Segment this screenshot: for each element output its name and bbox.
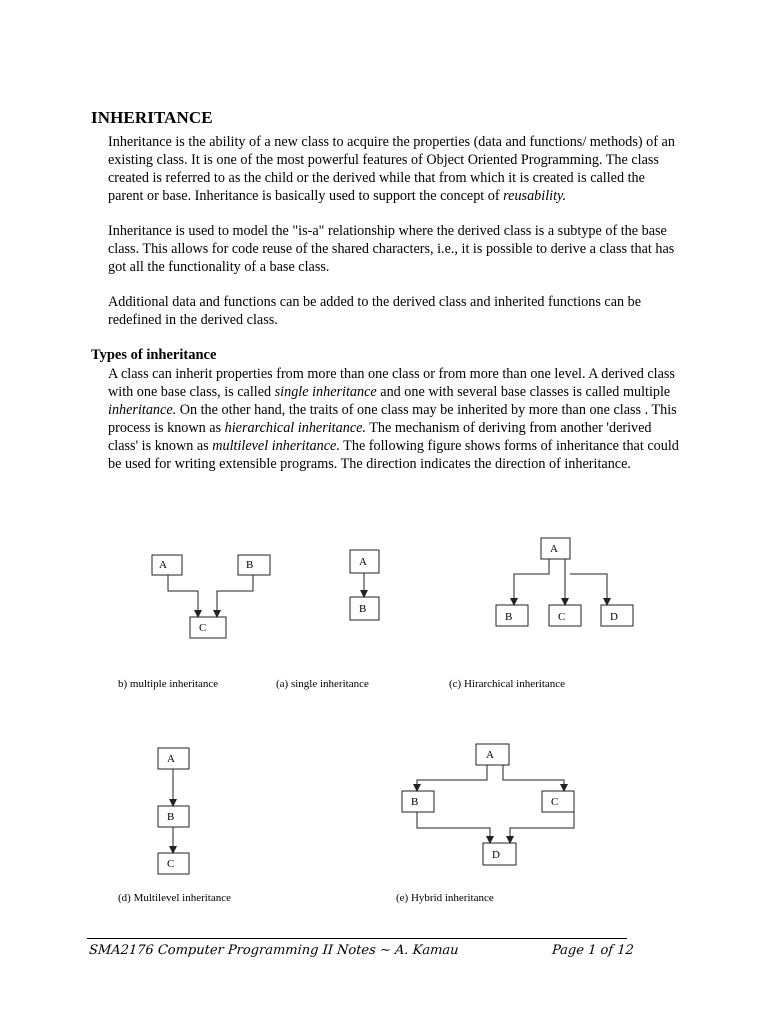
- multilevel-label-a: A: [167, 753, 175, 765]
- hybrid-arrow-a-to-c: [503, 765, 564, 791]
- hierarchical-label-b: B: [505, 611, 513, 623]
- multiple-arrow-b-to-c: [217, 575, 253, 617]
- hierarchical-label-a: A: [550, 543, 558, 555]
- hierarchical-arrow-a-to-b: [514, 559, 549, 605]
- reusability-emphasis: reusability.: [503, 188, 567, 204]
- single-label-b: B: [359, 603, 367, 615]
- types-text-4: The mechanism of deriving from another 'derived class' is known as: [108, 420, 652, 454]
- hybrid-arrow-c-to-d: [510, 812, 574, 843]
- multiple-label-b: B: [246, 559, 254, 571]
- multiple-caption: b) multiple inheritance: [118, 678, 219, 690]
- hybrid-label-d: D: [492, 849, 500, 861]
- types-emphasis-3: hierarchical inheritance.: [224, 420, 366, 436]
- types-paragraph: [108, 365, 680, 473]
- multiple-box-b: [238, 555, 270, 575]
- single-inheritance-diagram: [276, 550, 379, 690]
- hierarchical-label-c: C: [558, 611, 566, 623]
- single-label-a: A: [359, 556, 367, 568]
- multilevel-caption: (d) Multilevel inheritance: [118, 892, 232, 904]
- hybrid-arrow-b-to-d: [417, 812, 490, 843]
- hierarchical-label-d: D: [610, 611, 618, 623]
- multiple-label-c: C: [199, 622, 207, 634]
- multiple-box-c: [190, 617, 226, 638]
- multiple-arrow-a-to-c: [168, 575, 198, 617]
- types-text-2: and one with several base classes is called multiple: [376, 384, 671, 400]
- footer-divider: [87, 938, 627, 939]
- intro-paragraph-1-text: Inheritance is the ability of a new class to acquire the properties (data and functions/ methods) of an existing class. It is one of the most powerful features of Object Oriented Programming. The class created is referred to as the child or the derived while that from which it is created is called the parent or base. Inheritance is basically used to support the concept of: [108, 134, 675, 204]
- types-text-3: On the other hand, the traits of one class may be inherited by more than one class . This process is known as: [108, 402, 677, 436]
- types-emphasis-2: inheritance.: [108, 402, 177, 418]
- hierarchical-inheritance-diagram: [449, 538, 633, 690]
- intro-paragraph-3: Additional data and functions can be added to the derived class and inherited functions can be redefined in the derived class.: [108, 294, 642, 328]
- types-emphasis-4: multilevel inheritance.: [212, 438, 340, 454]
- hierarchical-caption: (c) Hirarchical inheritance: [449, 678, 566, 690]
- hybrid-caption: (e) Hybrid inheritance: [396, 892, 494, 904]
- footer-course-title: SMA2176 Computer Programming II Notes ~ A. Kamau: [88, 943, 460, 958]
- single-caption: (a) single inheritance: [276, 678, 369, 690]
- hybrid-label-a: A: [486, 749, 494, 761]
- multiple-inheritance-diagram: [118, 555, 270, 690]
- types-heading: Types of inheritance: [91, 347, 217, 363]
- hybrid-inheritance-diagram: [396, 744, 574, 904]
- multilevel-label-b: B: [167, 811, 175, 823]
- multiple-label-a: A: [159, 559, 167, 571]
- hybrid-label-c: C: [551, 796, 559, 808]
- types-emphasis-1: single inheritance: [274, 384, 377, 400]
- types-text-1: A class can inherit properties from more than one class or from more than one level. A derived class with one base class, is called: [108, 366, 675, 400]
- intro-paragraph-2: Inheritance is used to model the "is-a" relationship where the derived class is a subtype of the base class. This allows for code reuse of the shared characters, i.e., it is possible to derive a class that has got all the functionality of a base class.: [108, 223, 675, 275]
- hybrid-label-b: B: [411, 796, 419, 808]
- page-title: INHERITANCE: [91, 108, 213, 127]
- hybrid-arrow-a-to-b: [417, 765, 487, 791]
- multilevel-inheritance-diagram: [118, 748, 231, 904]
- multiple-box-a: [152, 555, 182, 575]
- intro-paragraph-1: [108, 133, 680, 205]
- multilevel-label-c: C: [167, 858, 175, 870]
- hierarchical-arrow-a-to-d: [570, 574, 607, 605]
- footer-page-number: Page 1 of 12: [551, 943, 635, 958]
- types-text-5: The following figure shows forms of inheritance that could be used for writing extensible programs. The direction indicates the direction of inheritance.: [108, 438, 679, 472]
- inheritance-diagrams: [0, 520, 768, 910]
